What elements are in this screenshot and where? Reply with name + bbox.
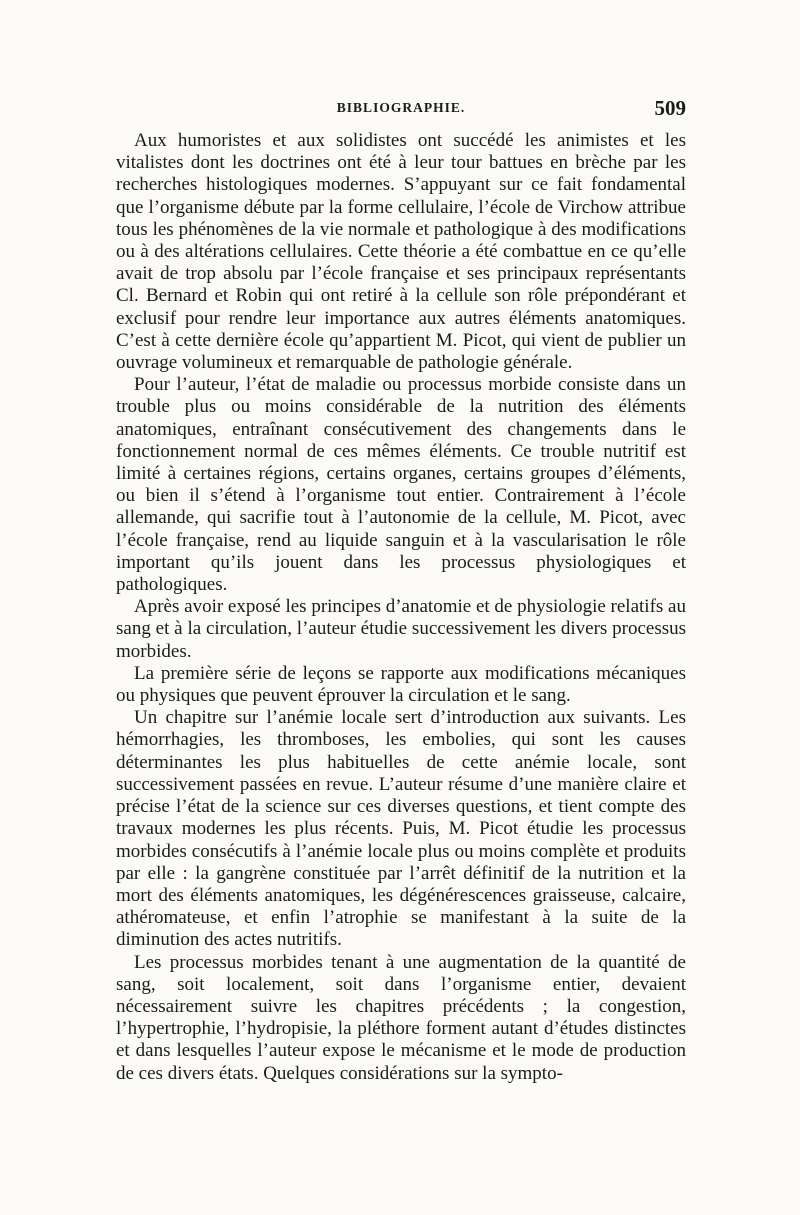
paragraph: Les processus morbides tenant à une augmentation de la quantité de sang, soit localement, soit dans l’organisme entier, devaient nécessairement suivre les chapitres précédents ; la congestion, l’hypertrophie, l’hydropisie, la pléthore forment autant d’études distinctes et dans lesquelles l’auteur expose le mécanisme et le mode de production de ces divers états. Quelques considérations sur la sympto- [116, 951, 686, 1084]
page-number: 509 [654, 96, 686, 120]
paragraph: Un chapitre sur l’anémie locale sert d’introduction aux suivants. Les hémorrhagies, les thromboses, les embolies, qui sont les causes déterminantes les plus habituelles de cette anémie locale, sont successivement passées en revue. L’auteur résume d’une manière claire et précise l’état de la science sur ces diverses questions, et tient compte des travaux modernes les plus récents. Puis, M. Picot étudie les processus morbides consécutifs à l’anémie locale plus ou moins complète et produits par elle : la gangrène constituée par l’arrêt définitif de la nutrition et la mort des éléments anatomiques, les dégénérescences graisseuse, calcaire, athéromateuse, et enfin l’atrophie se manifestant à la suite de la diminution des actes nutritifs. [116, 707, 686, 951]
body-text [116, 130, 686, 1085]
paragraph: La première série de leçons se rapporte aux modifications mécaniques ou physiques que peuvent éprouver la circulation et le sang. [116, 662, 686, 707]
running-title: BIBLIOGRAPHIE. [336, 100, 466, 115]
paragraph: Après avoir exposé les principes d’anatomie et de physiologie relatifs au sang et à la circulation, l’auteur étudie successivement les divers processus morbides. [116, 596, 686, 662]
paragraph: Aux humoristes et aux solidistes ont succédé les animistes et les vitalistes dont les doctrines ont été à leur tour battues en brèche par les recherches histologiques modernes. S’appuyant sur ce fait fondamental que l’organisme débute par la forme cellulaire, l’école de Virchow attribue tous les phénomènes de la vie normale et pathologique à des modifications ou à des altérations cellulaires. Cette théorie a été combattue en ce qu’elle avait de trop absolu par l’école française et ses principaux représentants Cl. Bernard et Robin qui ont retiré à la cellule son rôle prépondérant et exclusif pour rendre leur importance aux autres éléments anatomiques. C’est à cette dernière école qu’appartient M. Picot, qui vient de publier un ouvrage volumineux et remarquable de pathologie générale. [116, 130, 686, 374]
running-head [116, 96, 686, 120]
paragraph: Pour l’auteur, l’état de maladie ou processus morbide consiste dans un trouble plus ou moins considérable de la nutrition des éléments anatomiques, entraînant consécutivement des changements dans le fonctionnement normal de ces mêmes éléments. Ce trouble nutritif est limité à certaines régions, certains organes, certains groupes d’éléments, ou bien il s’étend à l’organisme tout entier. Contrairement à l’école allemande, qui sacrifie tout à l’autonomie de la cellule, M. Picot, avec l’école française, rend au liquide sanguin et à la vascularisation le rôle important qu’ils jouent dans les processus physiologiques et pathologiques. [116, 374, 686, 596]
